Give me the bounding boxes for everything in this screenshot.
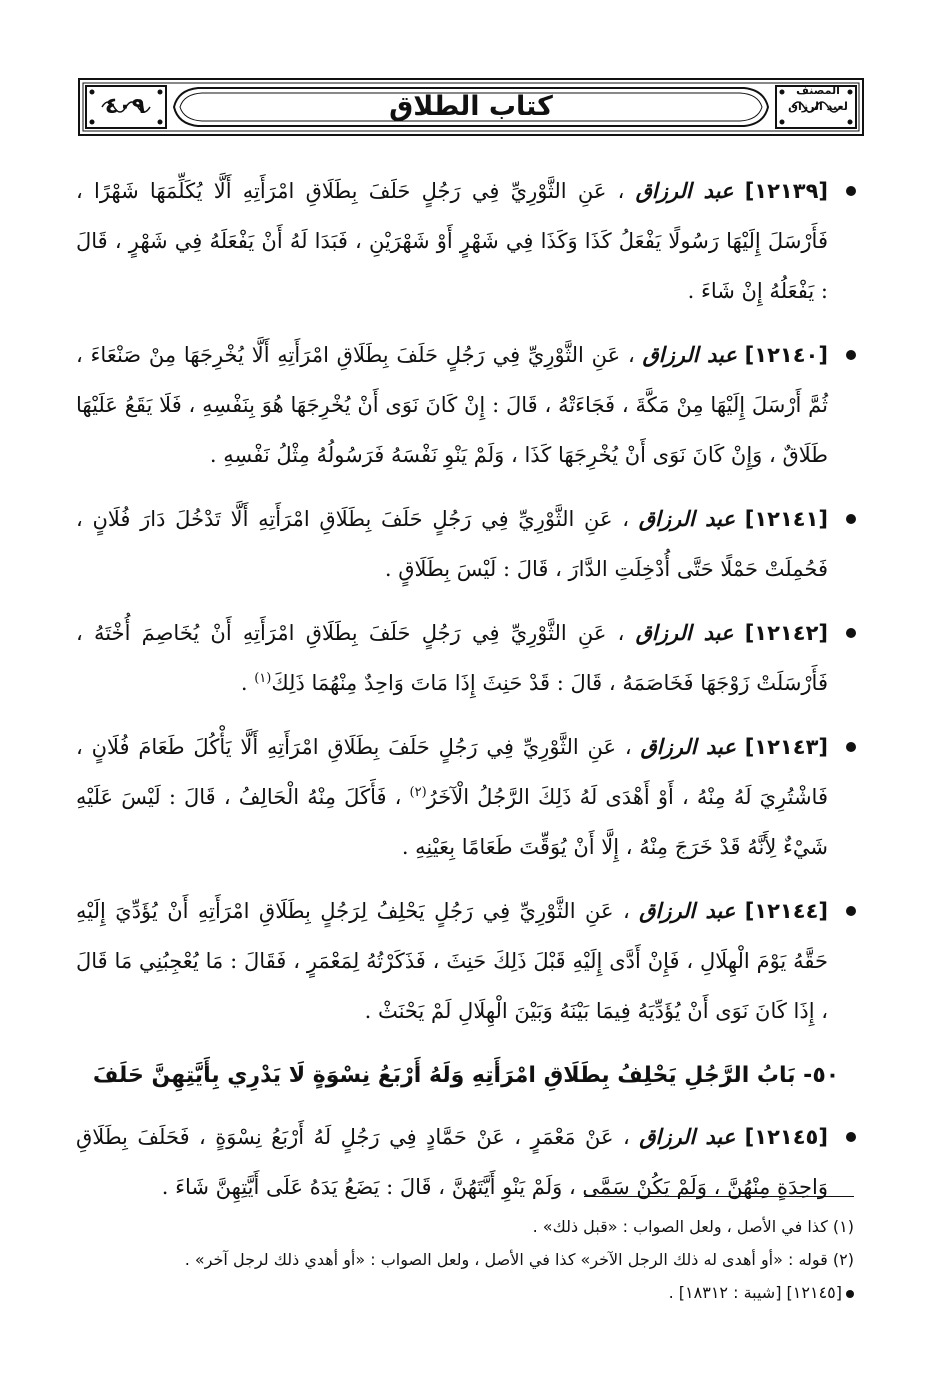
hadith-12145 (76, 1112, 856, 1212)
footnote-divider (584, 1196, 854, 1197)
narrator-name: عبد الرزاق (642, 342, 737, 367)
hadith-12142 (76, 608, 856, 708)
book-title: كتاب الطلاق (389, 91, 553, 122)
hadith-text: ، عَنِ الثَّوْرِيِّ فِي رَجُلٍ حَلَفَ بِطَلَاقِ امْرَأَتِهِ أَلَّا تَدْخُلَ دَارَ فُلَانٍ ، فَحُمِلَتْ حَمْلًا حَتَّى أُدْخِلَتِ الدَّارَ ، قَالَ : لَيْسَ بِطَلَاقٍ . (76, 507, 828, 581)
hadith-number: [١٢١٤٤] (744, 899, 828, 923)
footnote-ref-1[interactable]: (١) (254, 671, 272, 686)
hadith-text: ، عَنِ الثَّوْرِيِّ فِي رَجُلٍ حَلَفَ بِطَلَاقِ امْرَأَتِهِ أَلَّا يُخْرِجَهَا مِنْ صَنْعَاءَ ، ثُمَّ أَرْسَلَ إِلَيْهَا مِنْ مَكَّةَ ، فَجَاءَتْهُ ، قَالَ : إِنْ كَانَ نَوَى أَنْ يُخْرِجَهَا هُوَ بِنَفْسِهِ ، فَلَا يَقَعُ عَلَيْهَا طَلَاقٌ ، وَإِنْ كَانَ نَوَى أَنْ يُخْرِجَهَا كَذَا ، وَلَمْ يَنْوِ نَفْسَهُ فَرَسُولُهُ مِثْلُ نَفْسِهِ . (76, 343, 828, 467)
hadith-text: ، عَنِ الثَّوْرِيِّ فِي رَجُلٍ حَلَفَ بِطَلَاقِ امْرَأَتِهِ أَلَّا يُكَلِّمَهَا شَهْرًا ، فَأَرْسَلَ إِلَيْهَا رَسُولًا يَفْعَلُ كَذَا وَكَذَا فِي شَهْرٍ أَوْ شَهْرَيْنِ ، فَبَدَا لَهُ أَنْ يَفْعَلَهُ فِي شَهْرٍ ، قَالَ : يَفْعَلُهُ إِنْ شَاءَ . (76, 179, 828, 303)
hadith-text-end: . (240, 671, 255, 695)
hadith-12143 (76, 722, 856, 872)
bullet-icon (846, 514, 856, 524)
hadith-text: ، عَنِ الثَّوْرِيِّ فِي رَجُلٍ حَلَفَ بِطَلَاقِ امْرَأَتِهِ أَلَّا يَأْكُلَ طَعَامَ فُلَانٍ ، فَاشْتُرِيَ لَهُ مِنْهُ ، أَوْ أَهْدَى لَهُ ذَلِكَ الرَّجُلُ الْآخَرُ (76, 735, 828, 809)
page-number: ٤٠٩ (104, 94, 146, 119)
bullet-icon (846, 906, 856, 916)
bullet-icon (846, 186, 856, 196)
page-body (76, 166, 856, 1226)
emblem-line-1: المصنف (796, 84, 840, 97)
narrator-name: عبد الرزاق (639, 898, 736, 923)
cross-reference (74, 1276, 854, 1309)
hadith-12139 (76, 166, 856, 316)
hadith-12140 (76, 330, 856, 480)
hadith-number: [١٢١٤٠] (744, 343, 828, 367)
hadith-12144 (76, 886, 856, 1036)
hadith-number: [١٢١٣٩] (744, 179, 828, 203)
hadith-text: ، عَنِ الثَّوْرِيِّ فِي رَجُلٍ حَلَفَ بِطَلَاقِ امْرَأَتِهِ أَنْ يُخَاصِمَ أُخْتَهُ ، فَأَرْسَلَتْ زَوْجَهَا فَخَاصَمَهُ ، قَالَ : قَدْ حَنِثَ إِذَا مَاتَ وَاحِدٌ مِنْهُمَا ذَلِكَ (76, 621, 828, 695)
hadith-number: [١٢١٤٥] (744, 1125, 828, 1149)
narrator-name: عبد الرزاق (635, 178, 734, 203)
footnotes (74, 1210, 854, 1309)
book-emblem (780, 83, 856, 131)
emblem-line-2: لعبد الرزاق (788, 100, 848, 113)
footnote-1: (١) كذا في الأصل ، ولعل الصواب : «قبل ذلك» . (532, 1217, 854, 1236)
hadith-number: [١٢١٤١] (744, 507, 829, 531)
page-header (78, 78, 864, 136)
hadith-text: ، عَنْ مَعْمَرٍ ، عَنْ حَمَّادٍ فِي رَجُلٍ لَهُ أَرْبَعُ نِسْوَةٍ ، فَحَلَفَ بِطَلَاقِ وَاحِدَةٍ مِنْهُنَّ ، وَلَمْ يَكُنْ سَمَّى ، وَلَمْ يَنْوِ أَيَّتَهُنَّ ، قَالَ : يَضَعُ يَدَهُ عَلَى أَيَّتِهِنَّ شَاءَ . (76, 1125, 828, 1199)
narrator-name: عبد الرزاق (635, 620, 734, 645)
hadith-12141 (76, 494, 856, 594)
bullet-icon (846, 350, 856, 360)
bullet-icon (846, 628, 856, 638)
narrator-name: عبد الرزاق (640, 734, 736, 759)
hadith-text: ، عَنِ الثَّوْرِيِّ فِي رَجُلٍ يَحْلِفُ لِرَجُلٍ بِطَلَاقِ امْرَأَتِهِ أَنْ يُؤَدِّيَ إِلَيْهِ حَقَّهُ يَوْمَ الْهِلَالِ ، فَإِنْ أَدَّى إِلَيْهِ قَبْلَ ذَلِكَ حَنِثَ ، فَذَكَرْتُهُ لِمَعْمَرٍ ، فَقَالَ : مَا يُعْجِبُنِي مَا قَالَ ، إِذَا كَانَ نَوَى أَنْ يُؤَدِّيَهُ فِيمَا بَيْنَهُ وَبَيْنَ الْهِلَالِ لَمْ يَحْنَثْ . (76, 899, 828, 1023)
cross-reference-text: [١٢١٤٥] [شيبة : ١٨٣١٢] . (668, 1283, 842, 1302)
hadith-number: [١٢١٤٣] (744, 735, 828, 759)
narrator-name: عبد الرزاق (639, 1124, 736, 1149)
bullet-icon (846, 1290, 854, 1298)
hadith-number: [١٢١٤٢] (744, 621, 828, 645)
footnote-2: (٢) قوله : «أو أهدى له ذلك الرجل الآخر» كذا في الأصل ، ولعل الصواب : «أو أهدي ذلك لرجل آخر» . (184, 1250, 854, 1269)
narrator-name: عبد الرزاق (638, 506, 735, 531)
footnote-ref-2[interactable]: (٢) (409, 785, 427, 800)
bullet-icon (846, 1132, 856, 1142)
bullet-icon (846, 742, 856, 752)
chapter-heading: ٥٠- بَابُ الرَّجُلِ يَحْلِفُ بِطَلَاقِ امْرَأَتِهِ وَلَهُ أَرْبَعُ نِسْوَةٍ لَا يَدْرِي بِأَيَّتِهِنَّ حَلَفَ (92, 1063, 840, 1088)
hadith-text-end: ، فَأَكَلَ مِنْهُ الْحَالِفُ ، قَالَ : لَيْسَ عَلَيْهِ شَيْءٌ لِأَنَّهُ قَدْ خَرَجَ مِنْهُ ، إِلَّا أَنْ يُوَقِّتَ طَعَامًا بِعَيْنِهِ . (76, 785, 828, 859)
